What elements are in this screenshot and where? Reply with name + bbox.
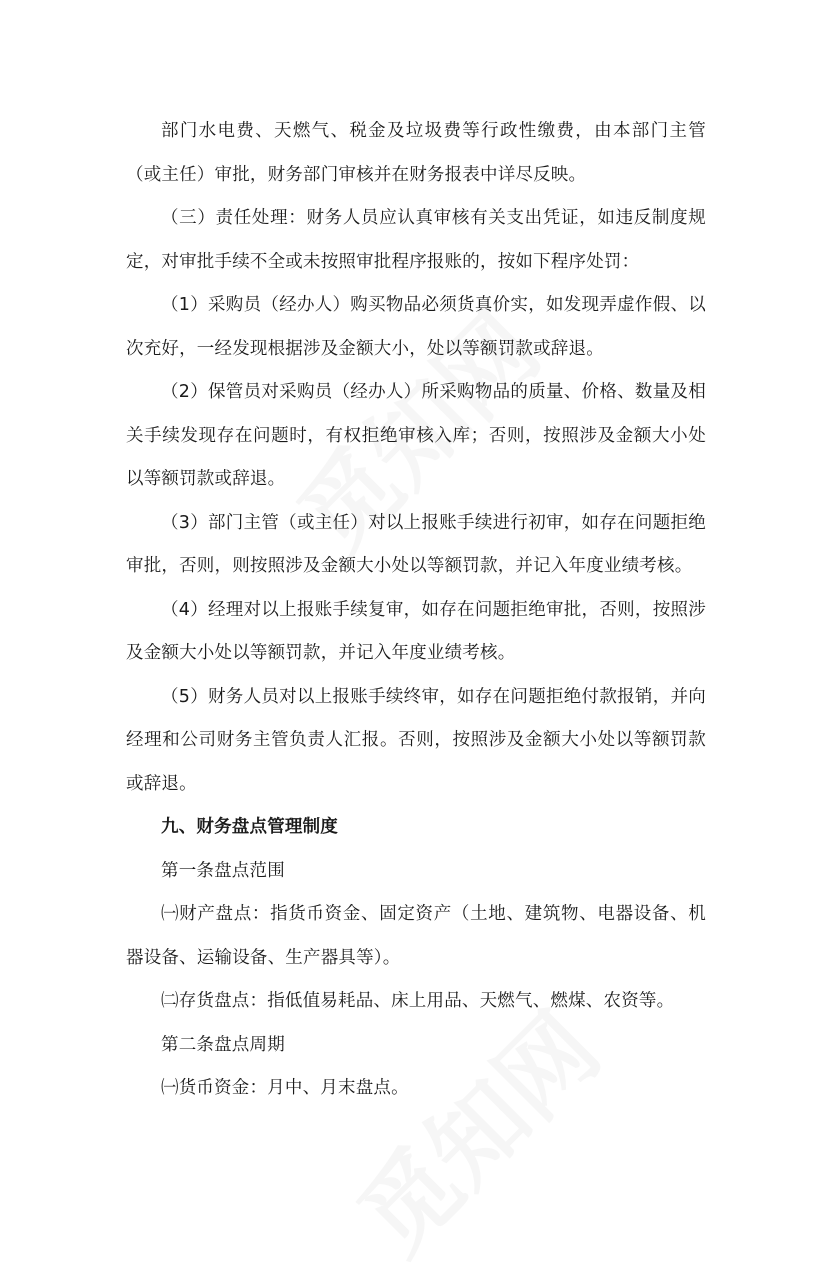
paragraph: （1）采购员（经办人）购买物品必须货真价实，如发现弄虚作假、以次充好，一经发现根据涉及金额大小，处以等额罚款或辞退。 <box>126 295 706 359</box>
document-body <box>126 110 706 1111</box>
paragraph: 部门水电费、天燃气、税金及垃圾费等行政性缴费，由本部门主管（或主任）审批，财务部门审核并在财务报表中详尽反映。 <box>126 121 706 185</box>
section-item: ㈠货币资金：月中、月末盘点。 <box>161 1078 409 1098</box>
paragraph: （3）部门主管（或主任）对以上报账手续进行初审，如存在问题拒绝审批，否则，则按照涉及金额大小处以等额罚款，并记入年度业绩考核。 <box>126 512 706 576</box>
paragraph: （2）保管员对采购员（经办人）所采购物品的质量、价格、数量及相关手续发现存在问题时，有权拒绝审核入库；否则，按照涉及金额大小处以等额罚款或辞退。 <box>126 382 706 489</box>
section-item: ㈠财产盘点：指货币资金、固定资产（土地、建筑物、电器设备、机器设备、运输设备、生产器具等）。 <box>126 904 706 968</box>
paragraph: （5）财务人员对以上报账手续终审，如存在问题拒绝付款报销，并向经理和公司财务主管负责人汇报。否则，按照涉及金额大小处以等额罚款或辞退。 <box>126 686 706 794</box>
section-item: 第一条盘点范围 <box>161 860 285 881</box>
section-item: 第二条盘点周期 <box>161 1034 285 1055</box>
section-heading: 九、财务盘点管理制度 <box>161 817 338 837</box>
paragraph: （4）经理对以上报账手续复审，如存在问题拒绝审批，否则，按照涉及金额大小处以等额罚款，并记入年度业绩考核。 <box>126 599 706 663</box>
paragraph: （三）责任处理：财务人员应认真审核有关支出凭证，如违反制度规定，对审批手续不全或未按照审批程序报账的，按如下程序处罚： <box>126 208 706 272</box>
section-item: ㈡存货盘点：指低值易耗品、床上用品、天燃气、燃煤、农资等。 <box>161 991 675 1011</box>
